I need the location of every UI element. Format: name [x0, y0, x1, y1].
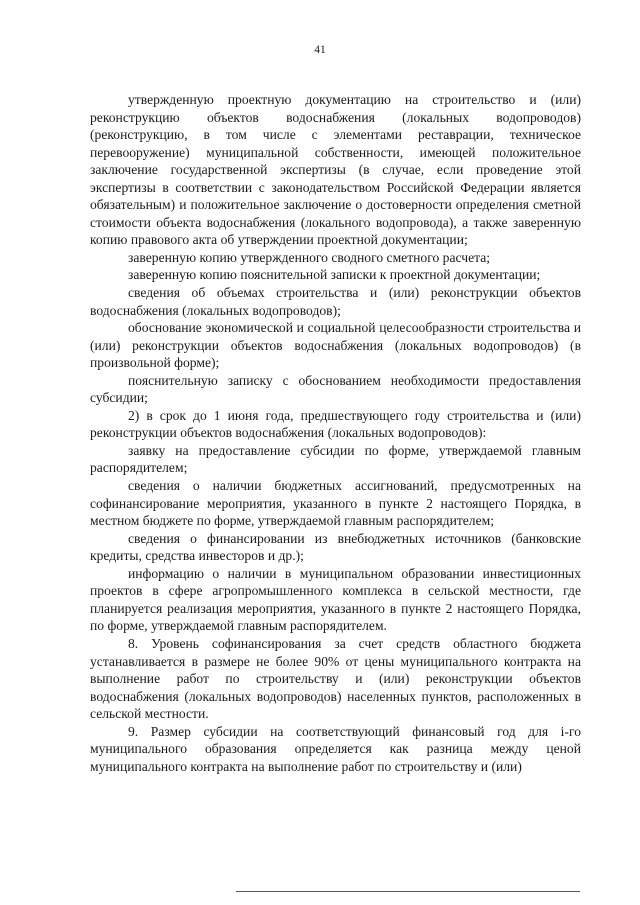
paragraph-subsidy-application: заявку на предоставление субсидии по форме, утверждаемой главным распорядителем; — [90, 442, 581, 476]
paragraph-approved-project-docs: утвержденную проектную документацию на строительство и (или) реконструкцию объектов водоснабжения (локальных водопроводов) (реконструкцию, в том числе с элементами реставрации, техническое перевооружение) муниципальной собственности, имеющей положительное заключение государственной экспертизы (в случае, если проведение этой экспертизы в соответствии с законодательством Российской Федерации является обязательным) и положительное заключение о достоверности определения сметной стоимости объекта водоснабжения (локального водопровода), а также заверенную копию правового акта об утверждении проектной документации; — [90, 92, 581, 248]
paragraph-budget-allocations: сведения о наличии бюджетных ассигнований, предусмотренных на софинансирование мероприятия, указанного в пункте 2 настоящего Порядка, в местном бюджете по форме, утверждаемой главным распорядителем; — [90, 478, 581, 529]
paragraph-subsidy-justification: пояснительную записку с обоснованием необходимости предоставления субсидии; — [90, 372, 581, 406]
paragraph-investment-projects: информацию о наличии в муниципальном образовании инвестиционных проектов в сфере агропромышленного комплекса в сельской местности, где планируется реализация мероприятия, указанного в пункте 2 настоящего Порядка, по форме, утверждаемой главным распорядителем. — [90, 565, 581, 634]
paragraph-construction-volumes: сведения об объемах строительства и (или) реконструкции объектов водоснабжения (локальных водопроводов); — [90, 285, 581, 318]
paragraph-summary-estimate: заверенную копию утвержденного сводного сметного расчета; — [128, 249, 491, 265]
page-number: 41 — [314, 44, 326, 56]
bottom-divider — [236, 891, 580, 892]
paragraph-subsidy-amount: 9. Размер субсидии на соответствующий финансовый год для i-го муниципального образования определяется как разница между ценой муниципального контракта на выполнение работ по строительству и (или) — [90, 723, 581, 774]
paragraph-explanatory-note-copy: заверенную копию пояснительной записки к проектной документации; — [128, 267, 541, 283]
paragraph-cofinancing-level: 8. Уровень софинансирования за счет средств областного бюджета устанавливается в размере не более 90% от цены муниципального контракта на выполнение работ по строительству и (или) реконструкции объектов водоснабжения (локальных водопроводов) населенных пунктов, расположенных в сельской местности. — [90, 635, 581, 722]
body-text — [90, 91, 581, 775]
paragraph-deadline-june: 2) в срок до 1 июня года, предшествующего году строительства и (или) реконструкции объектов водоснабжения (локальных водопроводов): — [90, 407, 581, 441]
paragraph-extrabudgetary-funding: сведения о финансировании из внебюджетных источников (банковские кредиты, средства инвесторов и др.); — [90, 530, 581, 564]
paragraph-economic-justification: обоснование экономической и социальной целесообразности строительства и (или) реконструкции объектов водоснабжения (локальных водопроводов) (в произвольной форме); — [90, 320, 581, 371]
